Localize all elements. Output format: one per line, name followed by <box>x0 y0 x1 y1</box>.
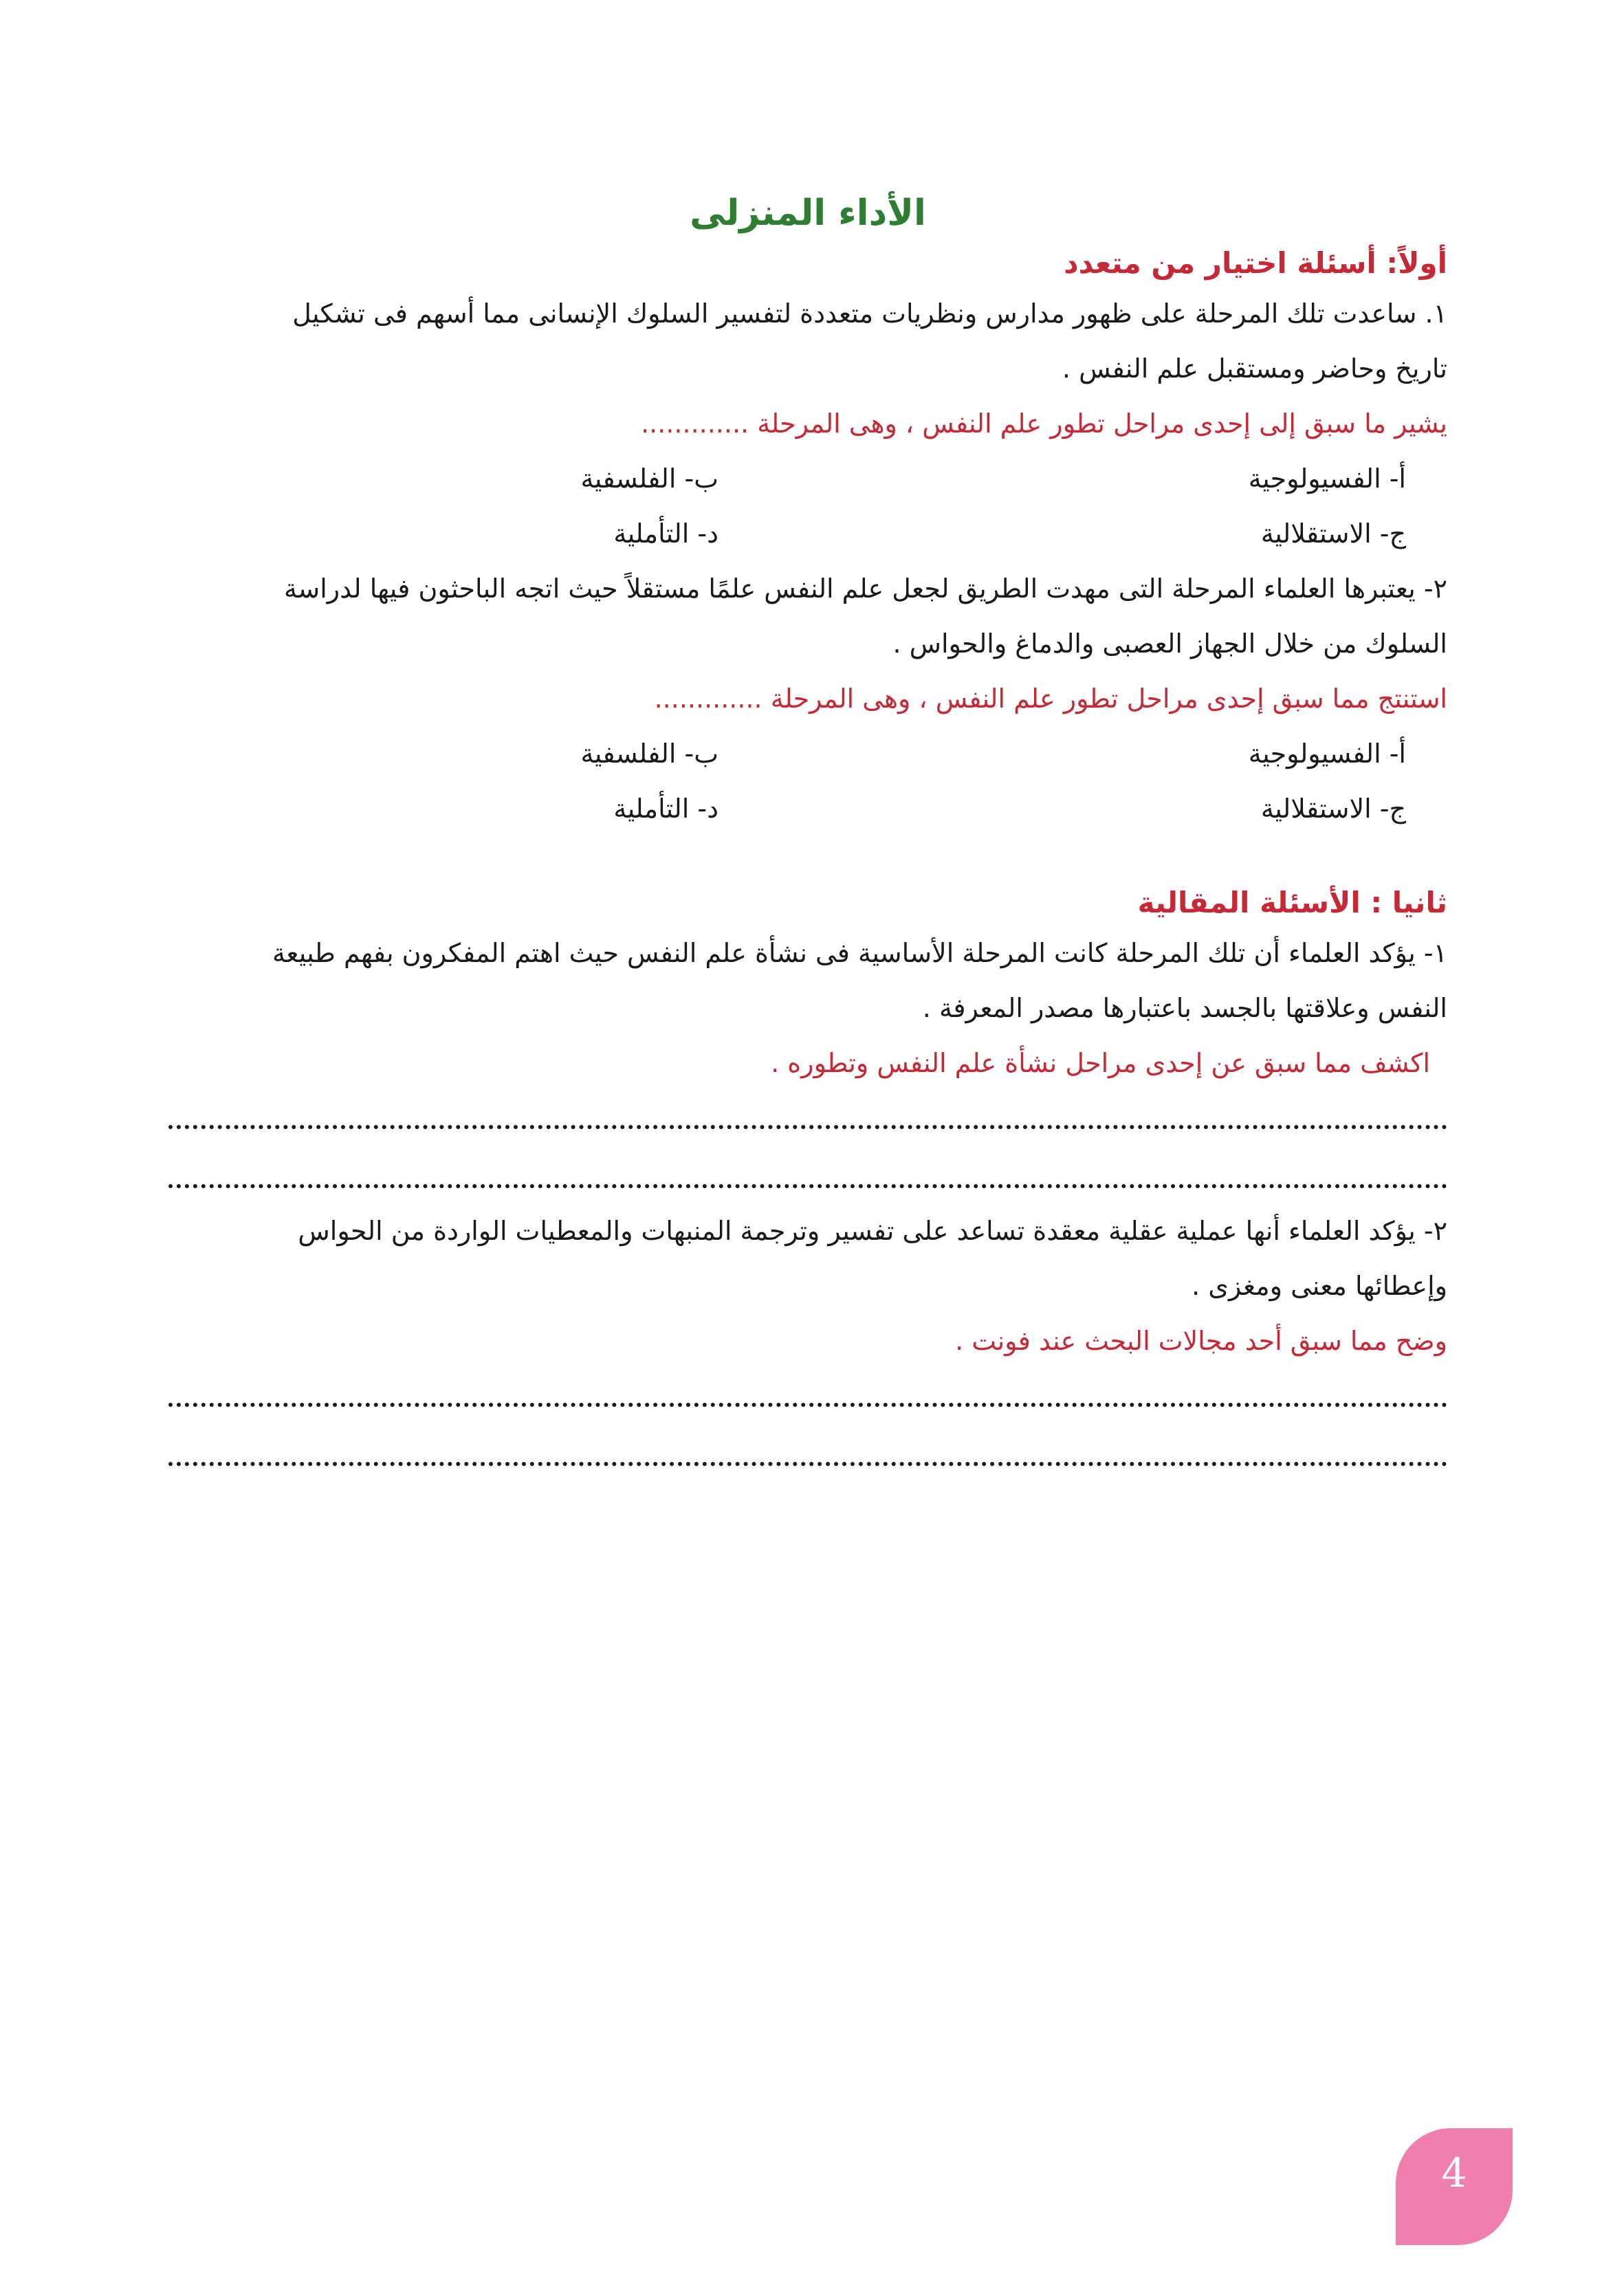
question-text-line: ٢- يعتبرها العلماء المرحلة التى مهدت الطريق لجعل علم النفس علمًا مستقلاً حيث اتجه الباحثون فيها لدراسة <box>283 573 1447 604</box>
option-b[interactable]: ب- الفلسفية <box>580 463 718 494</box>
question-text-line: تاريخ وحاضر ومستقبل علم النفس . <box>1062 353 1447 384</box>
option-c[interactable]: ج- الاستقلالية <box>1260 518 1406 549</box>
essay-question-1 <box>168 926 1447 1203</box>
question-prompt: وضح مما سبق أحد مجالات البحث عند فونت . <box>955 1326 1447 1356</box>
question-text-line: وإعطائها معنى ومغزى . <box>1192 1271 1447 1301</box>
option-a[interactable]: أ- الفسيولوجية <box>1248 463 1406 494</box>
answer-line[interactable] <box>168 1462 1447 1466</box>
question-text-line: السلوك من خلال الجهاز العصبى والدماغ والحواس . <box>892 628 1447 659</box>
page-number-badge <box>1396 2128 1513 2245</box>
answer-options <box>168 451 1447 561</box>
question-text-line: ١- يؤكد العلماء أن تلك المرحلة كانت المرحلة الأساسية فى نشأة علم النفس حيث اهتم المفكرون بفهم طبيعة <box>272 938 1447 968</box>
spacer <box>168 836 1447 880</box>
essay-question-2 <box>168 1203 1447 1466</box>
page-title: الأداء المنزلى <box>690 193 926 234</box>
option-d[interactable]: د- التأملية <box>613 794 718 824</box>
question-prompt: يشير ما سبق إلى إحدى مراحل تطور علم النفس ، وهى المرحلة ............. <box>641 408 1447 439</box>
question-text-line: ٢- يؤكد العلماء أنها عملية عقلية معقدة تساعد على تفسير وترجمة المنبهات والمعطيات الواردة من الحواس <box>298 1216 1447 1246</box>
option-d[interactable]: د- التأملية <box>613 518 718 549</box>
option-a[interactable]: أ- الفسيولوجية <box>1248 739 1406 769</box>
answer-options <box>168 726 1447 836</box>
worksheet-page <box>168 186 1447 1836</box>
page-number: 4 <box>1441 2150 1467 2196</box>
mcq-question-1 <box>168 286 1447 561</box>
option-b[interactable]: ب- الفلسفية <box>580 739 718 769</box>
section-heading-essay: ثانيا : الأسئلة المقالية <box>1137 886 1447 919</box>
mcq-question-2 <box>168 561 1447 836</box>
question-prompt: استنتج مما سبق إحدى مراحل تطور علم النفس ، وهى المرحلة ............. <box>654 684 1447 714</box>
option-c[interactable]: ج- الاستقلالية <box>1260 794 1406 824</box>
question-text-line: النفس وعلاقتها بالجسد باعتبارها مصدر المعرفة . <box>922 993 1447 1023</box>
section-heading-multiple-choice: أولاً: أسئلة اختيار من متعدد <box>1064 246 1447 280</box>
question-prompt: اكشف مما سبق عن إحدى مراحل نشأة علم النفس وتطوره . <box>771 1048 1430 1078</box>
question-text-line: ١. ساعدت تلك المرحلة على ظهور مدارس ونظريات متعددة لتفسير السلوك الإنسانى مما أسهم فى تشكيل <box>292 298 1447 329</box>
